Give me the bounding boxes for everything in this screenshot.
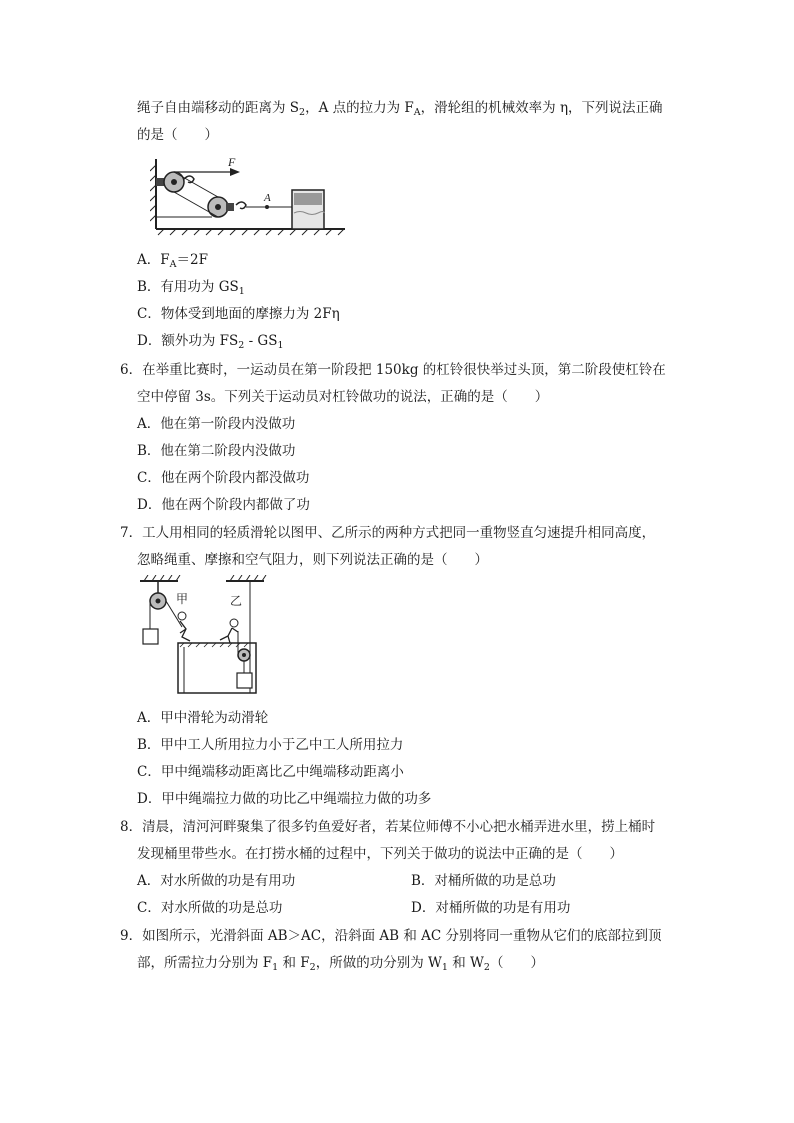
q7-stem-line2: 忽略绳重、摩擦和空气阻力，则下列说法正确的是（ ） [137,552,488,568]
q9-stem-line1: 9．如图所示，光滑斜面 AB＞AC，沿斜面 AB 和 AC 分别将同一重物从它们的底部拉到顶 [120,928,662,944]
q7-stem-line1: 7．工人用相同的轻质滑轮以图甲、乙所示的两种方式把同一重物竖直匀速提升相同高度， [120,525,656,541]
q6-option-d[interactable]: D．他在两个阶段内都做了功 [137,497,310,513]
q8-stem-line2: 发现桶里带些水。在打捞水桶的过程中，下列关于做功的说法中正确的是（ ） [137,846,623,862]
q7-option-c[interactable]: C．甲中绳端移动距离比乙中绳端移动距离小 [137,764,404,780]
q5-option-d[interactable]: D．额外功为 $FS_2 - GS_1$ [137,333,284,351]
q5-label-F: F [228,155,236,169]
q6-option-a[interactable]: A．他在第一阶段内没做功 [137,416,296,432]
q8-option-c[interactable]: C．对水所做的功是总功 [137,900,283,916]
q5-pulley-figure [150,155,350,237]
q7-option-b[interactable]: B．甲中工人所用拉力小于乙中工人所用拉力 [137,737,404,753]
q9-stem-line2: 部，所需拉力分别为 $F_1$ 和 $F_2$，所做的功分别为 $W_1$ 和 $W_2$（ ） [137,955,544,973]
q5-option-a[interactable]: A．$F_A=2F$ [137,252,208,270]
q8-option-a[interactable]: A．对水所做的功是有用功 [137,873,296,889]
q8-stem-line1: 8．清晨，清河河畔聚集了很多钓鱼爱好者，若某位师傅不小心把水桶弄进水里，捞上桶时 [120,819,656,835]
q6-option-b[interactable]: B．他在第二阶段内没做功 [137,443,296,459]
q8-option-b[interactable]: B．对桶所做的功是总功 [411,873,556,889]
q5-stem-line2: 的是（ ） [137,127,218,143]
q6-stem-line2: 空中停留 3s。下列关于运动员对杠铃做功的说法，正确的是（ ） [137,389,549,405]
q5-label-A: A [264,192,271,204]
q7-option-a[interactable]: A．甲中滑轮为动滑轮 [137,710,269,726]
q6-stem-line1: 6．在举重比赛时，一运动员在第一阶段把 150kg 的杠铃很快举过头顶，第二阶段使杠铃在 [120,362,666,378]
q5-stem-line1: 绳子自由端移动的距离为 $S_2$，A 点的拉力为 $F_A$，滑轮组的机械效率为 η，下列说法正确 [137,100,663,118]
q7-label-yi: 乙 [230,594,243,608]
q5-option-b[interactable]: B．有用功为 $GS_1$ [137,279,245,297]
q7-label-jia: 甲 [176,592,189,606]
q6-option-c[interactable]: C．他在两个阶段内都没做功 [137,470,310,486]
q7-pulley-figure [138,575,273,697]
q7-option-d[interactable]: D．甲中绳端拉力做的功比乙中绳端拉力做的功多 [137,791,432,807]
q8-option-d[interactable]: D．对桶所做的功是有用功 [411,900,571,916]
q5-option-c[interactable]: C．物体受到地面的摩擦力为 2Fη [137,306,340,322]
